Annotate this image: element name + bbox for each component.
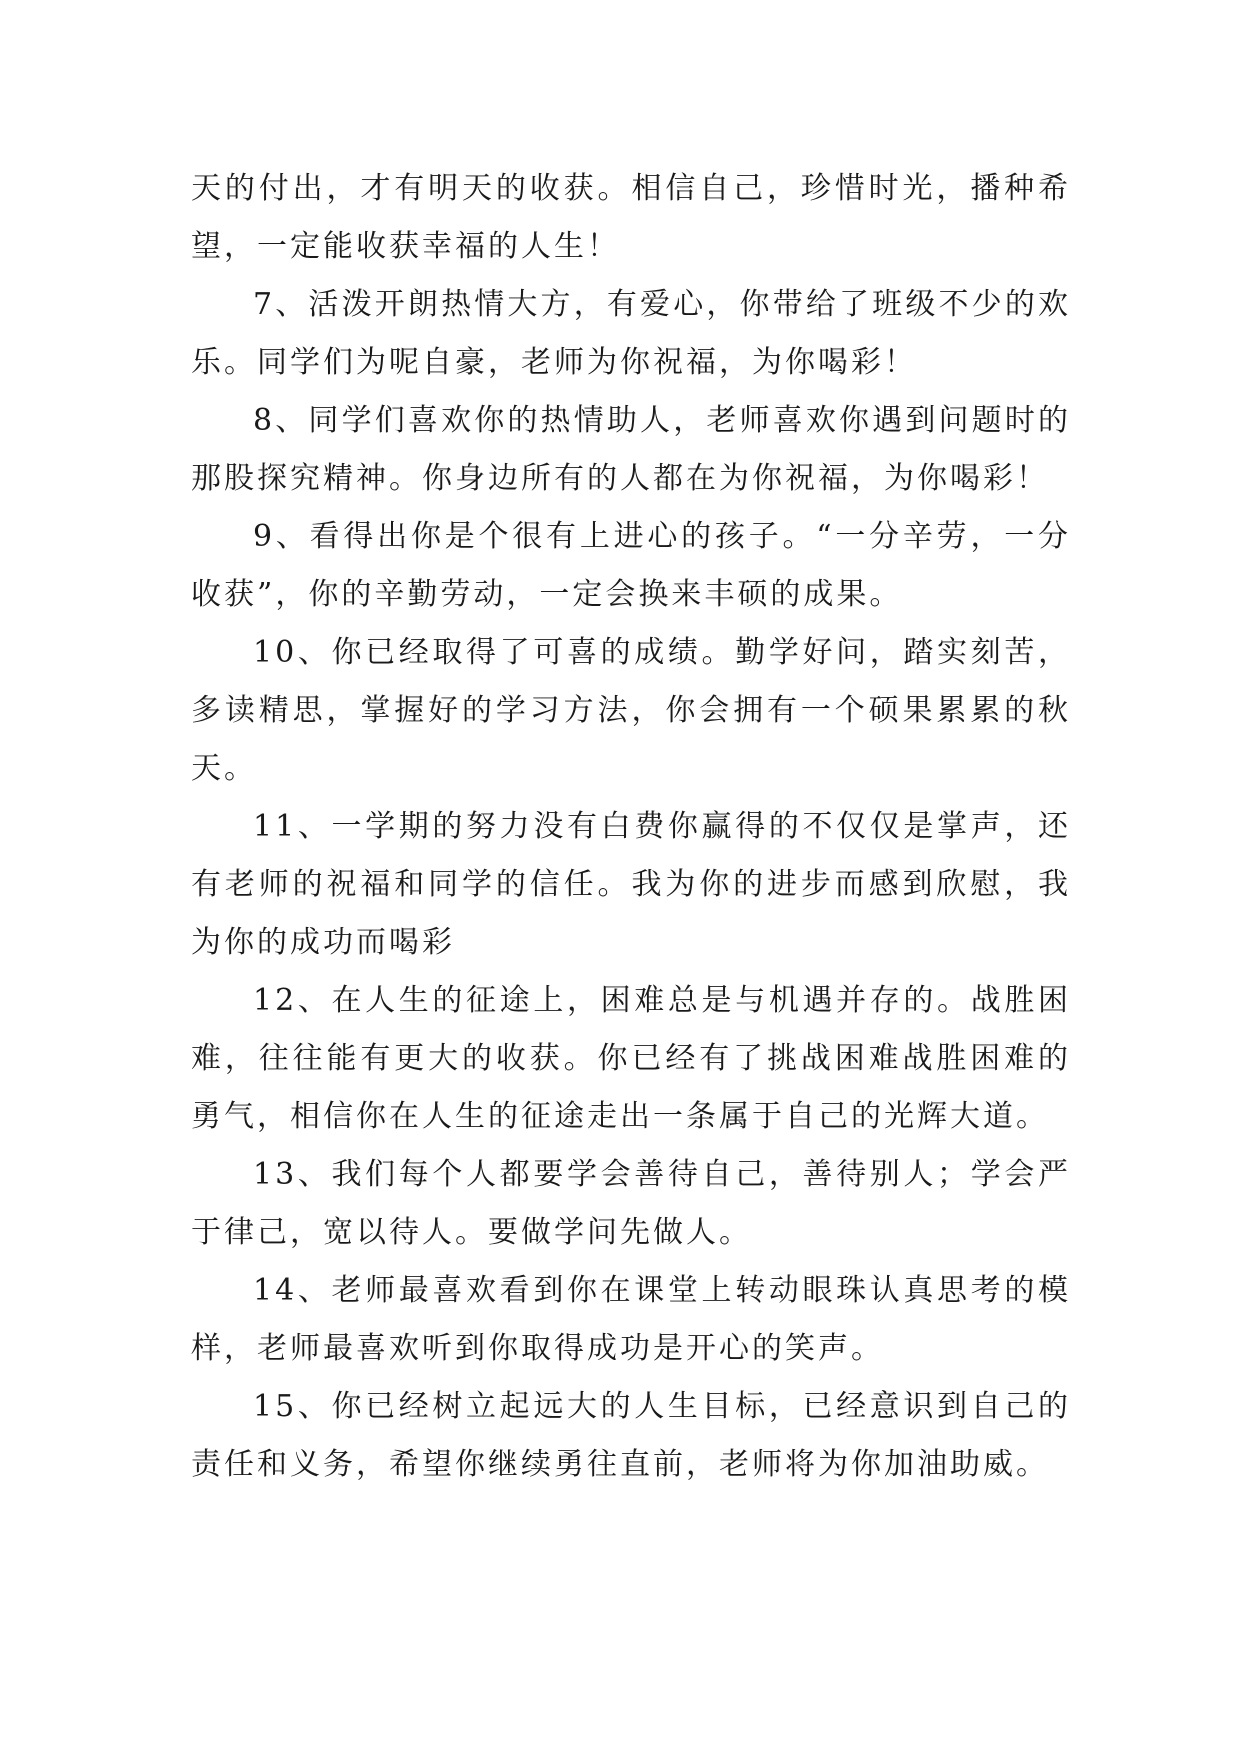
paragraph-9: 9、看得出你是个很有上进心的孩子。“一分辛劳，一分收获”，你的辛勤劳动，一定会换来丰硕的成果。: [191, 519, 1071, 612]
paragraph-15: 15、你已经树立起远大的人生目标，已经意识到自己的责任和义务，希望你继续勇往直前，老师将为你加油助威。: [191, 1389, 1071, 1482]
paragraph-12: 12、在人生的征途上，困难总是与机遇并存的。战胜困难，往往能有更大的收获。你已经有了挑战困难战胜困难的勇气，相信你在人生的征途走出一条属于自己的光辉大道。: [191, 983, 1071, 1134]
paragraph-11: 11、一学期的努力没有白费你赢得的不仅仅是掌声，还有老师的祝福和同学的信任。我为你的进步而感到欣慰，我为你的成功而喝彩: [191, 809, 1071, 960]
paragraph-8: 8、同学们喜欢你的热情助人，老师喜欢你遇到问题时的那股探究精神。你身边所有的人都在为你祝福，为你喝彩！: [191, 403, 1071, 496]
paragraph-continuation: 天的付出，才有明天的收获。相信自己，珍惜时光，播种希望，一定能收获幸福的人生！: [191, 171, 1071, 264]
paragraph-7: 7、活泼开朗热情大方，有爱心，你带给了班级不少的欢乐。同学们为呢自豪，老师为你祝福，为你喝彩！: [191, 287, 1071, 380]
document-body: [191, 160, 1071, 1494]
paragraph-13: 13、我们每个人都要学会善待自己，善待别人；学会严于律己，宽以待人。要做学问先做人。: [191, 1157, 1071, 1250]
paragraph-10: 10、你已经取得了可喜的成绩。勤学好问，踏实刻苦，多读精思，掌握好的学习方法，你会拥有一个硕果累累的秋天。: [191, 635, 1071, 786]
paragraph-14: 14、老师最喜欢看到你在课堂上转动眼珠认真思考的模样，老师最喜欢听到你取得成功是开心的笑声。: [191, 1273, 1071, 1366]
